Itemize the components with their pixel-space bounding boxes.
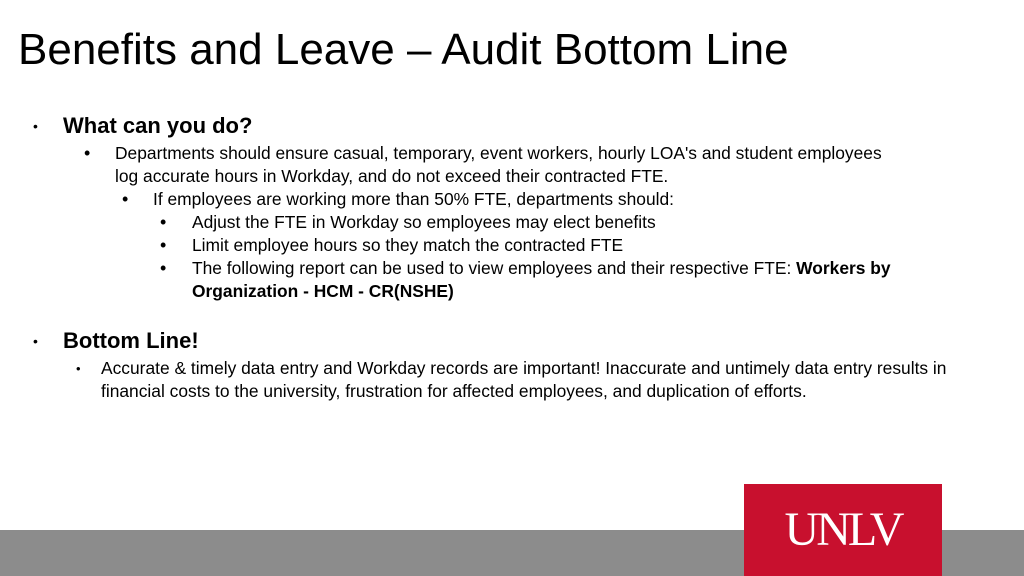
bullet-icon: • <box>33 333 38 349</box>
section-heading: What can you do? <box>63 113 253 138</box>
bullet-icon: • <box>84 143 91 163</box>
list-item-text: Accurate & timely data entry and Workday records are important! Inaccurate and untimely data entry results in financial costs to the university, frustration for affected employees, and duplication of efforts. <box>101 358 947 401</box>
bullet-icon: • <box>122 189 129 209</box>
list-item <box>84 142 884 188</box>
list-item-text: Limit employee hours so they match the contracted FTE <box>192 235 624 255</box>
bullet-icon: • <box>160 258 167 278</box>
list-item <box>160 257 950 303</box>
report-description: The following report can be used to view employees and their respective FTE: <box>192 258 797 278</box>
unlv-logo: UNLV <box>744 484 942 576</box>
section-bottom-line <box>33 327 199 355</box>
bullet-icon: • <box>160 212 167 232</box>
list-item <box>122 188 822 211</box>
list-item <box>160 234 950 257</box>
slide-title: Benefits and Leave – Audit Bottom Line <box>18 25 789 74</box>
list-item-text: If employees are working more than 50% FTE, departments should: <box>153 189 675 209</box>
list-item-text <box>192 257 950 303</box>
bullet-icon: • <box>160 235 167 255</box>
list-item-text: Adjust the FTE in Workday so employees may elect benefits <box>192 212 656 232</box>
bullet-icon: • <box>76 361 81 376</box>
list-item-text: Departments should ensure casual, temporary, event workers, hourly LOA's and student employees log accurate hours in Workday, and do not exceed their contracted FTE. <box>115 143 882 186</box>
report-name: Workers by Organization - HCM - CR(NSHE) <box>192 258 891 301</box>
list-item <box>76 357 966 403</box>
list-item <box>160 211 950 234</box>
section-heading: Bottom Line! <box>63 328 199 353</box>
section-what-can-you-do <box>33 112 252 140</box>
bullet-icon: • <box>33 118 38 134</box>
